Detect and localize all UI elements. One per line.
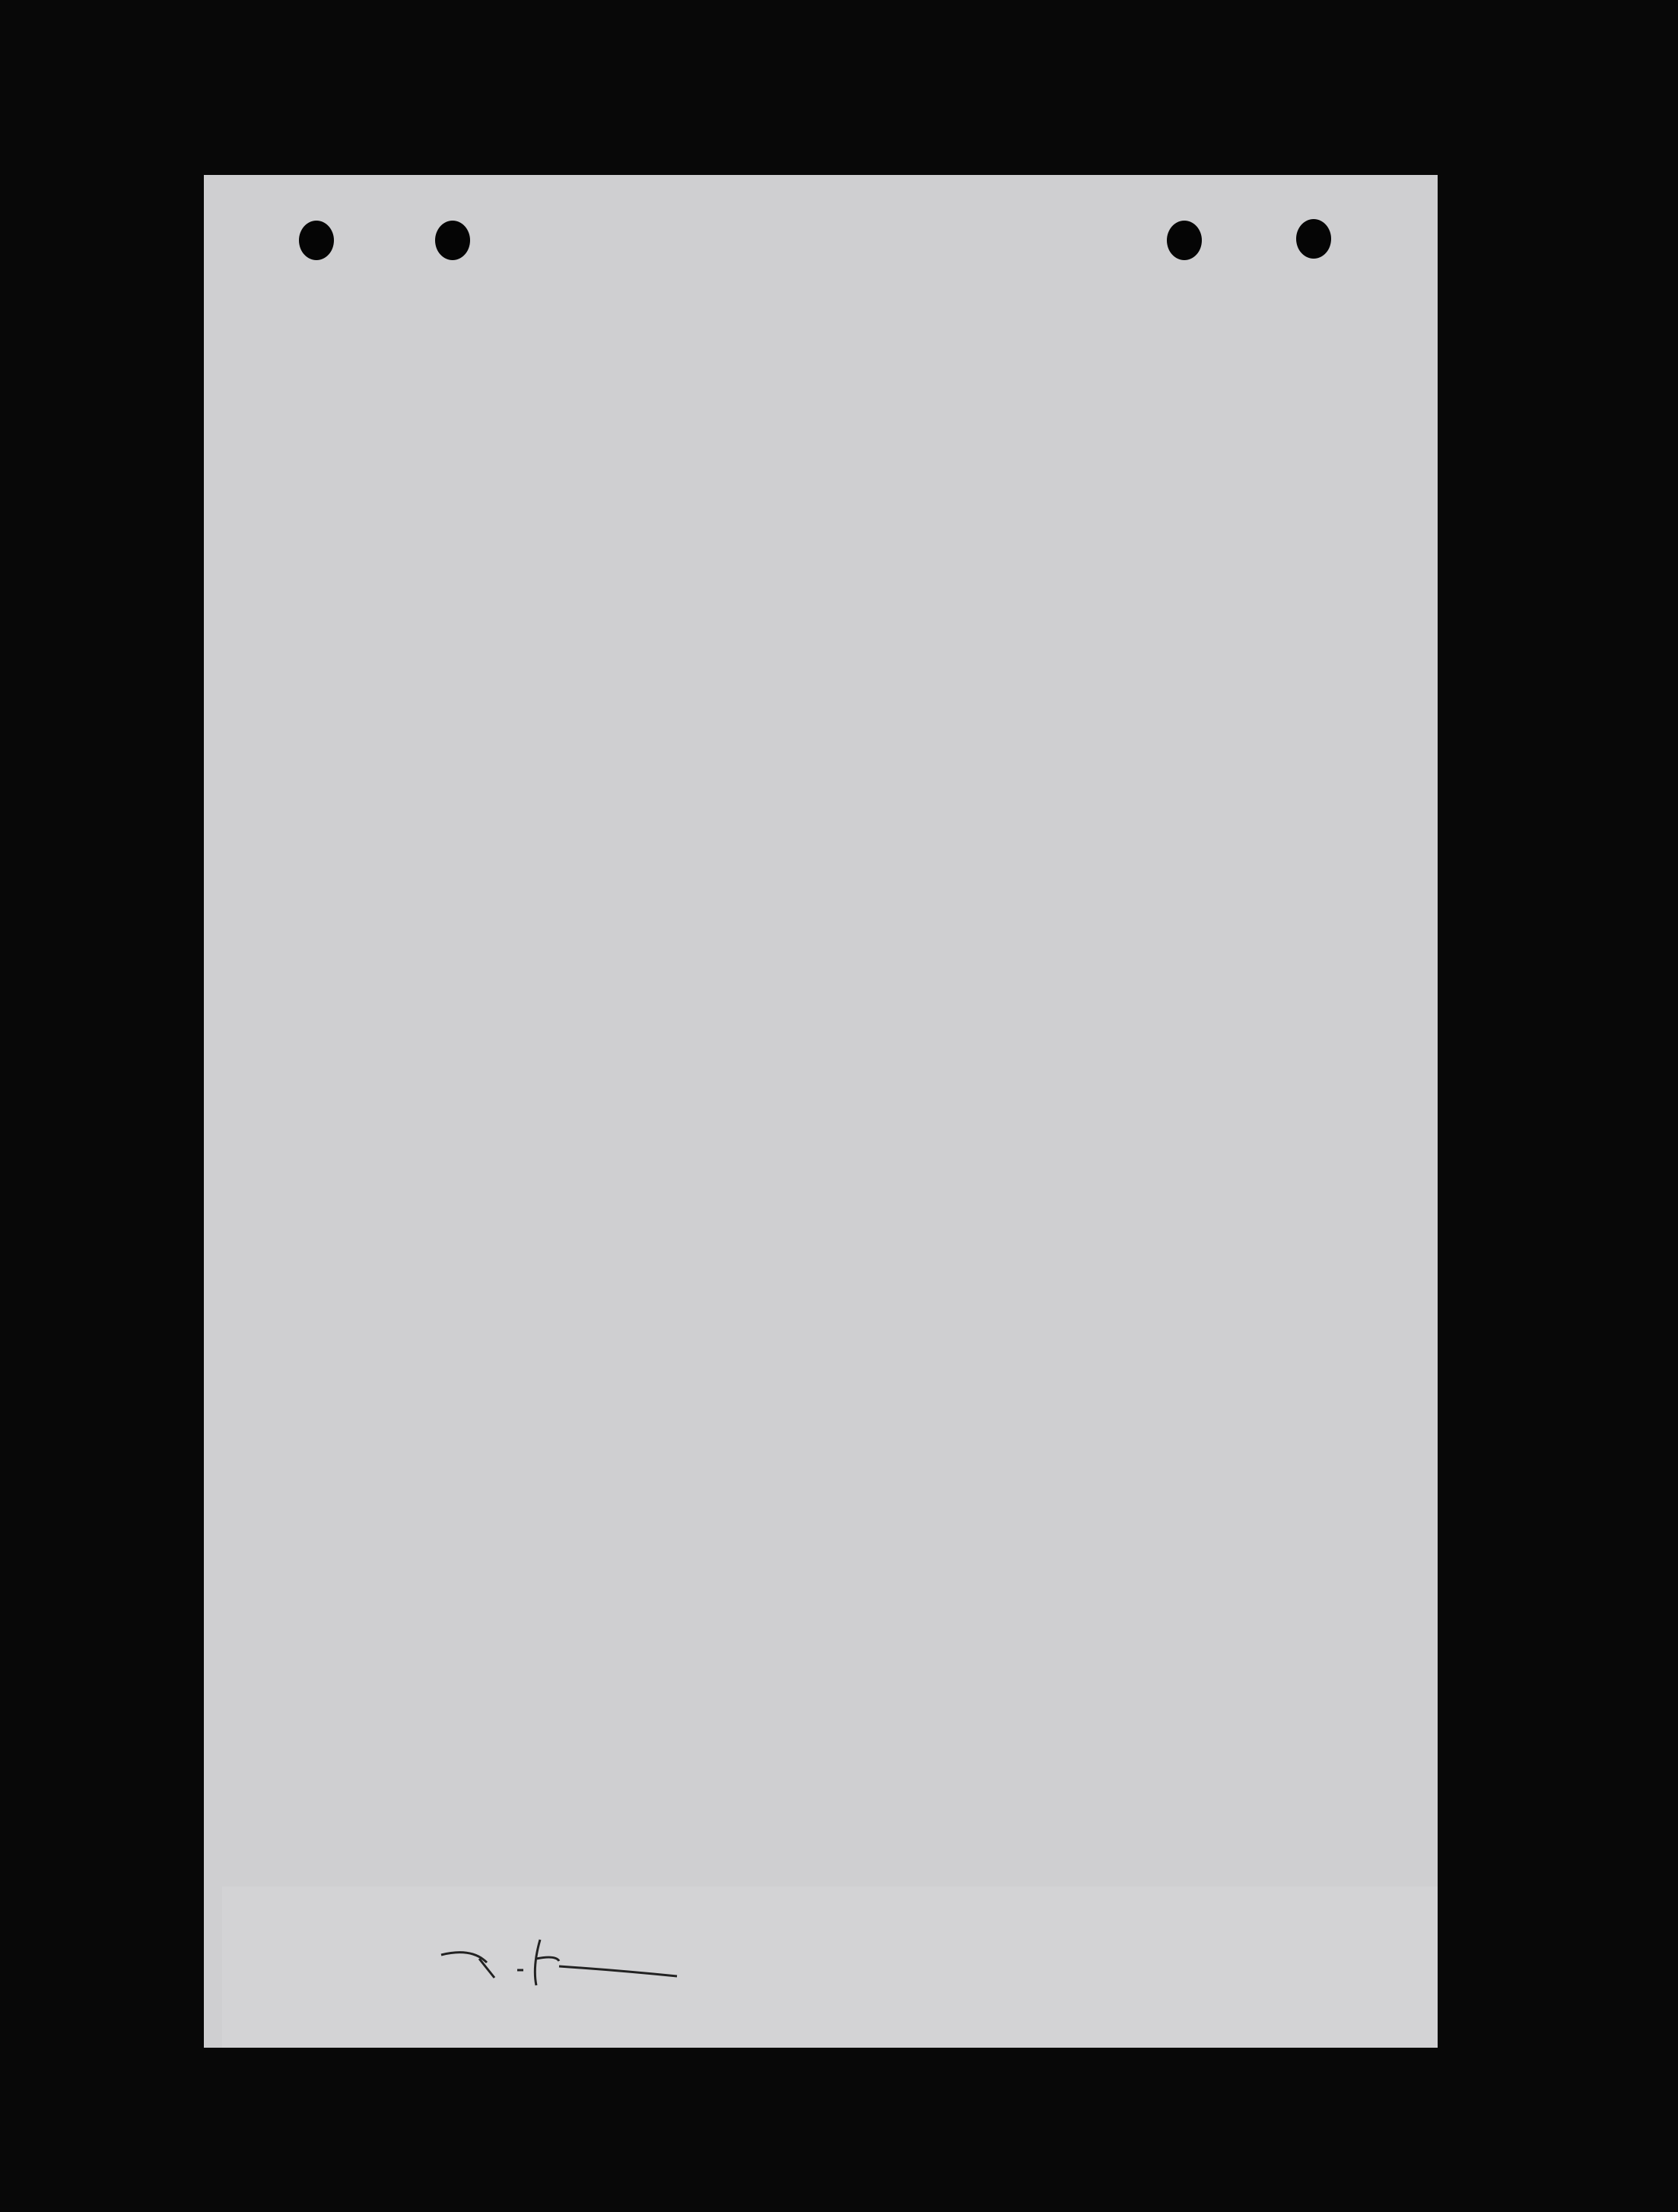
punch-hole (299, 221, 334, 260)
punch-hole (1167, 221, 1202, 260)
punch-hole (435, 221, 470, 260)
show-through-mark (335, 647, 365, 662)
handwritten-mark (426, 1924, 685, 1993)
document-page-lower-edge (222, 1886, 1438, 2048)
punch-hole (1296, 219, 1331, 259)
document-page (204, 175, 1438, 2048)
